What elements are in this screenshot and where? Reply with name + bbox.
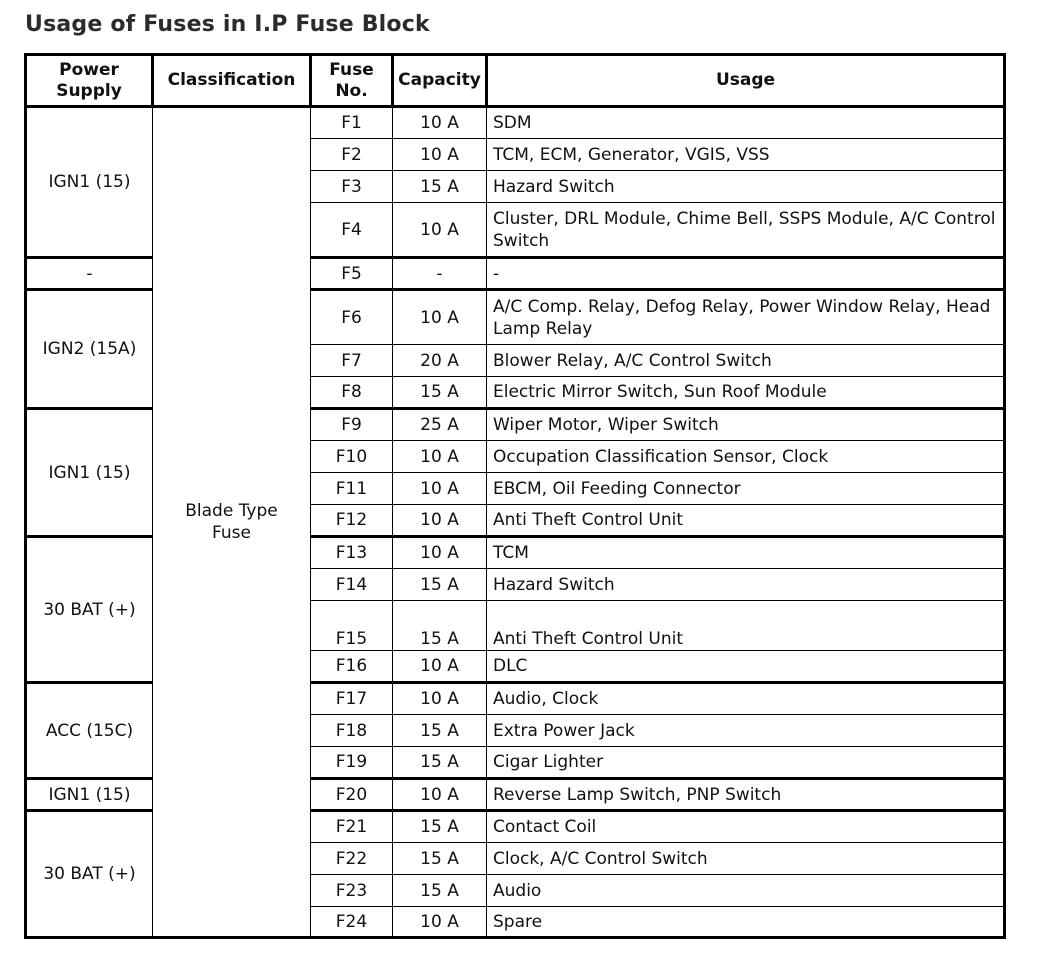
cell-fuse-no: F14 xyxy=(311,569,393,601)
header-power-supply: Power Supply xyxy=(26,55,153,107)
cell-fuse-no: F22 xyxy=(311,843,393,875)
cell-usage: Wiper Motor, Wiper Switch xyxy=(487,409,1005,441)
cell-fuse-no: F18 xyxy=(311,715,393,747)
cell-usage: Clock, A/C Control Switch xyxy=(487,843,1005,875)
cell-capacity: 10 A xyxy=(393,505,487,537)
cell-usage: - xyxy=(487,258,1005,290)
cell-capacity: 20 A xyxy=(393,345,487,377)
cell-usage: Contact Coil xyxy=(487,811,1005,843)
cell-usage: DLC xyxy=(487,651,1005,683)
header-usage: Usage xyxy=(487,55,1005,107)
cell-capacity: 15 A xyxy=(393,811,487,843)
cell-fuse-no: F21 xyxy=(311,811,393,843)
cell-fuse-no: F16 xyxy=(311,651,393,683)
cell-usage: Audio xyxy=(487,875,1005,907)
cell-capacity: 15 A xyxy=(393,171,487,203)
cell-usage: Cluster, DRL Module, Chime Bell, SSPS Module, A/C Control Switch xyxy=(487,203,1005,258)
cell-classification: Blade Type Fuse xyxy=(153,107,311,938)
cell-usage: A/C Comp. Relay, Defog Relay, Power Window Relay, Head Lamp Relay xyxy=(487,290,1005,345)
header-capacity: Capacity xyxy=(393,55,487,107)
cell-power-supply: ACC (15C) xyxy=(26,683,153,779)
cell-usage: Audio, Clock xyxy=(487,683,1005,715)
cell-fuse-no: F11 xyxy=(311,473,393,505)
cell-fuse-no: F24 xyxy=(311,907,393,938)
cell-power-supply: IGN1 (15) xyxy=(26,779,153,811)
table-body xyxy=(26,107,1005,938)
cell-usage: Electric Mirror Switch, Sun Roof Module xyxy=(487,377,1005,409)
cell-usage: Hazard Switch xyxy=(487,569,1005,601)
cell-fuse-no: F17 xyxy=(311,683,393,715)
cell-capacity: 25 A xyxy=(393,409,487,441)
cell-usage: Blower Relay, A/C Control Switch xyxy=(487,345,1005,377)
cell-capacity: 15 A xyxy=(393,843,487,875)
cell-fuse-no: F12 xyxy=(311,505,393,537)
table-row xyxy=(26,107,1005,139)
cell-capacity: - xyxy=(393,258,487,290)
cell-capacity: 15 A xyxy=(393,377,487,409)
cell-usage: Anti Theft Control Unit xyxy=(487,601,1005,651)
cell-fuse-no: F1 xyxy=(311,107,393,139)
cell-capacity: 10 A xyxy=(393,290,487,345)
cell-capacity: 10 A xyxy=(393,203,487,258)
cell-usage: TCM, ECM, Generator, VGIS, VSS xyxy=(487,139,1005,171)
cell-capacity: 10 A xyxy=(393,779,487,811)
cell-fuse-no: F15 xyxy=(311,601,393,651)
cell-capacity: 15 A xyxy=(393,601,487,651)
cell-fuse-no: F23 xyxy=(311,875,393,907)
cell-fuse-no: F6 xyxy=(311,290,393,345)
cell-capacity: 15 A xyxy=(393,747,487,779)
header-classification: Classification xyxy=(153,55,311,107)
cell-power-supply: IGN1 (15) xyxy=(26,107,153,258)
cell-fuse-no: F3 xyxy=(311,171,393,203)
cell-usage: Cigar Lighter xyxy=(487,747,1005,779)
fuse-usage-table xyxy=(24,53,1006,939)
cell-fuse-no: F5 xyxy=(311,258,393,290)
cell-fuse-no: F13 xyxy=(311,537,393,569)
header-fuse-no: Fuse No. xyxy=(311,55,393,107)
cell-usage: Extra Power Jack xyxy=(487,715,1005,747)
cell-capacity: 15 A xyxy=(393,875,487,907)
cell-capacity: 15 A xyxy=(393,569,487,601)
cell-capacity: 10 A xyxy=(393,107,487,139)
cell-fuse-no: F8 xyxy=(311,377,393,409)
cell-capacity: 10 A xyxy=(393,537,487,569)
cell-usage: Hazard Switch xyxy=(487,171,1005,203)
cell-fuse-no: F20 xyxy=(311,779,393,811)
cell-capacity: 10 A xyxy=(393,441,487,473)
page-title: Usage of Fuses in I.P Fuse Block xyxy=(25,12,430,37)
cell-capacity: 10 A xyxy=(393,651,487,683)
cell-fuse-no: F7 xyxy=(311,345,393,377)
cell-power-supply: IGN2 (15A) xyxy=(26,290,153,409)
cell-fuse-no: F19 xyxy=(311,747,393,779)
table-header-row xyxy=(26,55,1005,107)
cell-usage: Anti Theft Control Unit xyxy=(487,505,1005,537)
cell-usage: EBCM, Oil Feeding Connector xyxy=(487,473,1005,505)
cell-power-supply: 30 BAT (+) xyxy=(26,811,153,938)
cell-capacity: 10 A xyxy=(393,473,487,505)
cell-usage: Occupation Classification Sensor, Clock xyxy=(487,441,1005,473)
cell-capacity: 10 A xyxy=(393,907,487,938)
cell-power-supply: IGN1 (15) xyxy=(26,409,153,537)
cell-capacity: 10 A xyxy=(393,683,487,715)
cell-power-supply: 30 BAT (+) xyxy=(26,537,153,683)
cell-usage: Reverse Lamp Switch, PNP Switch xyxy=(487,779,1005,811)
cell-usage: Spare xyxy=(487,907,1005,938)
cell-usage: SDM xyxy=(487,107,1005,139)
cell-capacity: 15 A xyxy=(393,715,487,747)
cell-capacity: 10 A xyxy=(393,139,487,171)
cell-fuse-no: F9 xyxy=(311,409,393,441)
cell-fuse-no: F4 xyxy=(311,203,393,258)
cell-fuse-no: F2 xyxy=(311,139,393,171)
cell-fuse-no: F10 xyxy=(311,441,393,473)
cell-power-supply: - xyxy=(26,258,153,290)
cell-usage: TCM xyxy=(487,537,1005,569)
